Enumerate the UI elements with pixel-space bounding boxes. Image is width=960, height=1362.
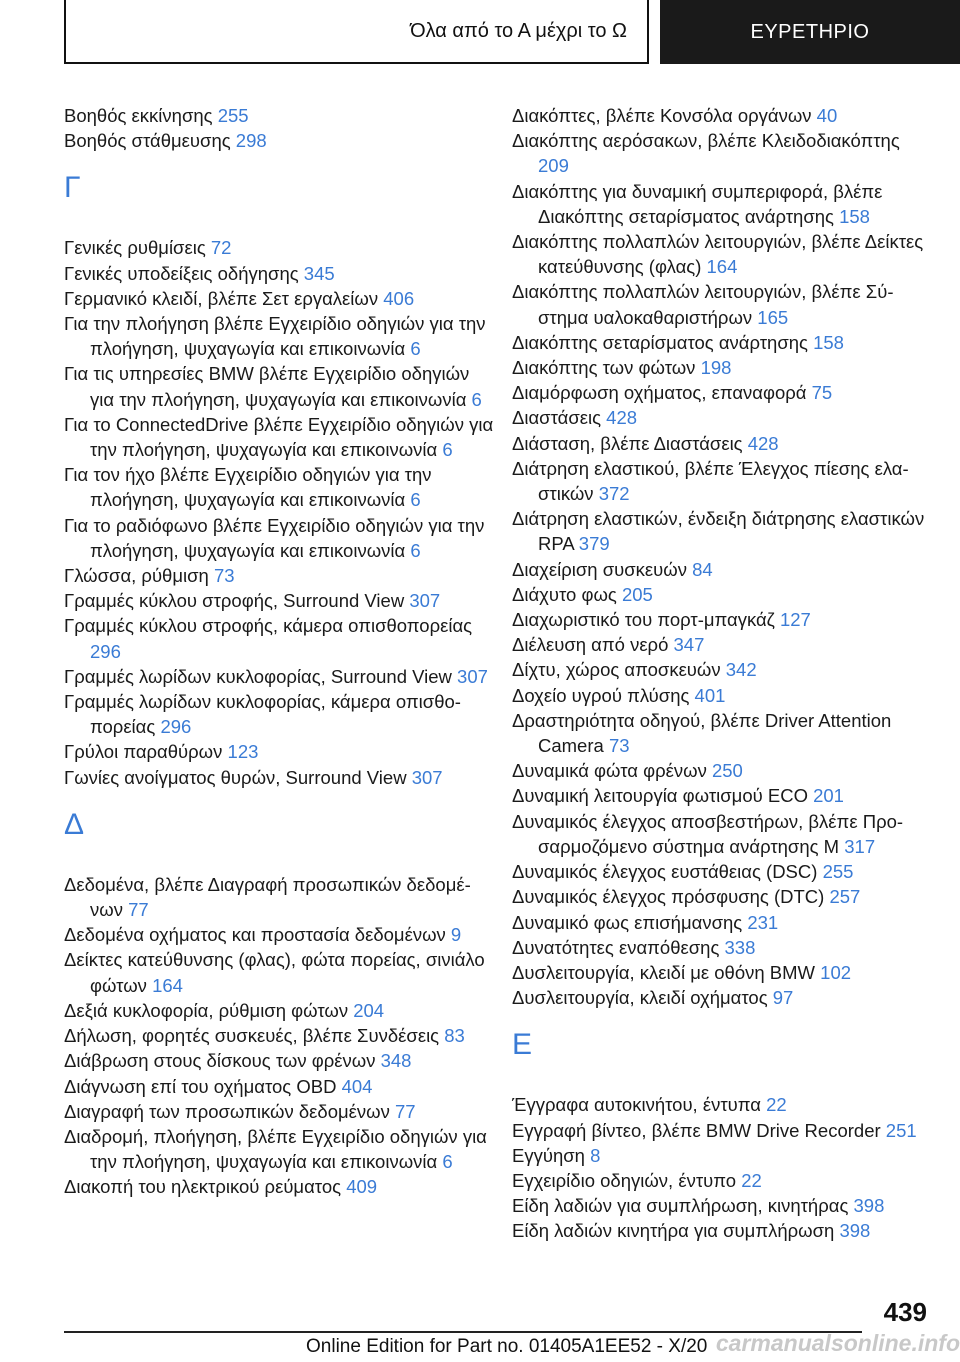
- page-link[interactable]: 250: [711, 760, 743, 782]
- page-link[interactable]: 6: [471, 388, 482, 410]
- index-entry: [64, 765, 494, 790]
- index-entry-text: Γραμμές λωρίδων κυκλοφορίας, Surround View: [64, 665, 458, 687]
- index-letter-heading: Γ: [64, 171, 81, 205]
- index-entry: [64, 128, 494, 153]
- index-entry-text: Διαμόρφωση οχήματος, επαναφορά: [512, 382, 812, 404]
- page-link[interactable]: 97: [772, 987, 794, 1009]
- index-entry: [512, 128, 932, 178]
- page-number: 439: [883, 1297, 927, 1327]
- index-entry: [512, 506, 932, 556]
- edition-footer: Online Edition for Part no. 01405A1EE52 - X/20: [306, 1336, 708, 1357]
- index-entry-text: Δείκτες κατεύθυνσης (φλας), φώτα πορείας, σινιάλο φώτων: [64, 949, 485, 996]
- index-entry-text: Διακόπτης για δυναμική συμπεριφορά, βλέπε Διακόπτης σεταρίσματος ανάρτησης: [512, 180, 883, 227]
- index-entry: [512, 910, 932, 935]
- page-link[interactable]: 255: [822, 861, 854, 883]
- page-link[interactable]: 164: [706, 256, 738, 278]
- page-link[interactable]: 6: [442, 1151, 453, 1173]
- index-entry-text: Διάσταση, βλέπε Διαστάσεις: [512, 432, 748, 454]
- page-link[interactable]: 307: [409, 590, 441, 612]
- page-link[interactable]: 158: [839, 205, 870, 227]
- index-entry-text: Δυναμική λειτουργία φωτισμού ECO: [512, 785, 814, 807]
- index-entry-text: Δοχείο υγρού πλύσης: [512, 684, 695, 706]
- index-entry-text: Διάβρωση στους δίσκους των φρένων: [64, 1050, 381, 1072]
- page-link[interactable]: 22: [741, 1169, 762, 1191]
- index-entry: [512, 809, 932, 859]
- index-entry: [64, 998, 494, 1023]
- index-entry-text: Για το ConnectedDrive βλέπε Εγχειρίδιο οδηγιών για την πλοήγηση, ψυχαγωγία και επικοινωνία: [64, 413, 494, 461]
- index-entry-text: Γενικές υποδείξεις οδήγησης: [64, 262, 304, 284]
- index-entry: [512, 783, 932, 808]
- page-link[interactable]: 8: [590, 1144, 601, 1166]
- index-entry-text: Γερμανικό κλειδί, βλέπε Σετ εργαλείων: [64, 287, 384, 309]
- index-entry-text: Είδη λαδιών κινητήρα για συμπλήρωση: [512, 1220, 840, 1242]
- index-entry: [64, 1099, 494, 1124]
- index-entry-text: Για το ραδιόφωνο βλέπε Εγχειρίδιο οδηγιών για την πλοήγηση, ψυχαγωγία και επικοινωνία: [64, 514, 485, 561]
- page-link[interactable]: 398: [839, 1220, 871, 1242]
- index-entry: [512, 405, 932, 430]
- page-link[interactable]: 165: [757, 306, 789, 328]
- index-entry-text: Δραστηριότητα οδηγού, βλέπε Driver Attention Camera: [512, 709, 892, 757]
- index-entry-text: Διαχείριση συσκευών: [512, 558, 693, 580]
- page-link[interactable]: 317: [844, 835, 876, 857]
- page-link[interactable]: 123: [227, 741, 259, 763]
- page-link[interactable]: 205: [621, 583, 653, 605]
- page-link[interactable]: 257: [829, 886, 861, 908]
- page-link[interactable]: 409: [346, 1176, 378, 1198]
- index-entry: [512, 380, 932, 405]
- index-entry: [64, 689, 494, 739]
- page-link[interactable]: 398: [853, 1195, 885, 1217]
- page-link[interactable]: 127: [779, 609, 811, 631]
- index-entry-text: Διακόπτης πολλαπλών λειτουργιών, βλέπε Δείκτες κατεύθυνσης (φλας): [512, 231, 924, 278]
- index-entry-text: Δυναμικός έλεγχος πρόσφυσης (DTC): [512, 886, 830, 908]
- index-entry-text: Βοηθός στάθμευσης: [64, 130, 236, 152]
- index-entry: [512, 103, 932, 128]
- page-link[interactable]: 73: [608, 735, 630, 757]
- index-entry: [512, 355, 932, 380]
- index-entry-text: Δεξιά κυκλοφορία, ρύθμιση φώτων: [64, 999, 354, 1021]
- page-link[interactable]: 345: [303, 262, 335, 284]
- index-entry: [64, 613, 494, 663]
- index-entry: [64, 739, 494, 764]
- page-link[interactable]: 75: [811, 382, 833, 404]
- page-link[interactable]: 6: [410, 489, 421, 511]
- index-entry-text: Βοηθός εκκίνησης: [64, 105, 218, 126]
- index-entry-text: Δεδομένα, βλέπε Διαγραφή προσωπικών δεδομένων: [64, 873, 471, 921]
- page-link[interactable]: 84: [692, 558, 713, 580]
- index-entry: [64, 261, 494, 286]
- index-entry: [64, 412, 494, 462]
- index-entry: [512, 557, 932, 582]
- index-entry-text: Εγχειρίδιο οδηγιών, έντυπο: [512, 1169, 742, 1191]
- index-entry-text: Για την πλοήγηση βλέπε Εγχειρίδιο οδηγιών για την πλοήγηση, ψυχαγωγία και επικοινωνία: [64, 313, 486, 360]
- page-link[interactable]: 40: [816, 105, 838, 126]
- index-entry-text: Διακόπτης των φώτων: [512, 357, 701, 379]
- page-link[interactable]: 77: [128, 899, 149, 921]
- index-entry-text: Γραμμές λωρίδων κυκλοφορίας, κάμερα οπισθοπορείας: [64, 691, 461, 738]
- index-entry-text: Διαδρομή, πλοήγηση, βλέπε Εγχειρίδιο οδηγιών για την πλοήγηση, ψυχαγωγία και επικοινωνία: [64, 1125, 487, 1173]
- index-entry: [64, 588, 494, 613]
- page-link[interactable]: 307: [411, 766, 443, 788]
- index-letter-heading: Δ: [64, 807, 85, 841]
- page-link[interactable]: 342: [725, 659, 757, 681]
- page-link[interactable]: 201: [813, 785, 844, 807]
- page-link[interactable]: 404: [341, 1075, 373, 1097]
- index-entry-text: Διακόπτης αερόσακων, βλέπε Κλειδοδιακόπτης: [512, 130, 900, 152]
- index-entry: [512, 330, 932, 355]
- index-entry: [64, 235, 494, 260]
- page-link[interactable]: 338: [724, 936, 756, 958]
- page-link[interactable]: 6: [410, 338, 421, 360]
- page-link[interactable]: 307: [457, 665, 488, 687]
- index-entry-text: Διέλευση από νερό: [512, 634, 674, 656]
- index-entry: [512, 179, 932, 229]
- index-entry: [64, 1074, 494, 1099]
- index-entry: [512, 985, 932, 1010]
- index-entry: [64, 1124, 494, 1174]
- index-entry: [512, 758, 932, 783]
- index-entry-text: Δυνατότητες εναπόθεσης: [512, 936, 725, 958]
- page-link[interactable]: 255: [217, 105, 249, 126]
- index-entry: [512, 607, 932, 632]
- page-link[interactable]: 102: [820, 961, 852, 983]
- index-entry: [64, 311, 494, 361]
- index-entry: [512, 582, 932, 607]
- index-entry-text: Διάτρηση ελαστικού, βλέπε Έλεγχος πίεσης ελαστικών: [512, 457, 909, 505]
- page-link[interactable]: 428: [606, 407, 638, 429]
- index-entry: [64, 462, 494, 512]
- index-column-right: [512, 103, 932, 1244]
- index-entry: [512, 1118, 932, 1143]
- index-entry: [512, 859, 932, 884]
- index-entry: [64, 664, 494, 689]
- page-link[interactable]: 9: [450, 924, 462, 946]
- page-link[interactable]: 348: [380, 1050, 412, 1072]
- index-entry-text: Διακόπτης σεταρίσματος ανάρτησης: [512, 331, 814, 353]
- index-entry-text: Γλώσσα, ρύθμιση: [64, 565, 214, 587]
- index-entry: [64, 361, 494, 411]
- index-entry-text: Διακόπτης πολλαπλών λειτουργιών, βλέπε Σύστημα υαλοκαθαριστήρων: [512, 281, 894, 328]
- index-entry-text: Εγγύηση: [512, 1144, 591, 1166]
- index-entry-text: Δυναμικό φως επισήμανσης: [512, 911, 748, 933]
- page-link[interactable]: 198: [700, 357, 732, 379]
- index-entry: [64, 286, 494, 311]
- index-entry-text: Γρύλοι παραθύρων: [64, 741, 228, 763]
- index-entry-text: Δυναμικός έλεγχος αποσβεστήρων, βλέπε Προσαρμοζόμενο σύστημα ανάρτησης M: [512, 810, 904, 857]
- page-link[interactable]: 6: [442, 439, 453, 461]
- page-link[interactable]: 406: [383, 287, 415, 309]
- index-entry-text: Δυσλειτουργία, κλειδί οχήματος: [512, 987, 773, 1009]
- watermark: carmanualsonline.info: [715, 1330, 960, 1356]
- index-entry-text: Γενικές ρυθμίσεις: [64, 237, 211, 259]
- index-entry-text: Διάχυτο φως: [512, 583, 622, 605]
- index-entry: [64, 563, 494, 588]
- index-entry: [512, 1193, 932, 1218]
- index-entry-text: Δίχτυ, χώρος αποσκευών: [512, 659, 726, 681]
- index-entry-text: Διαστάσεις: [512, 407, 607, 429]
- index-entry-text: Γωνίες ανοίγματος θυρών, Surround View: [64, 766, 412, 788]
- index-entry: [512, 708, 932, 758]
- section-title: Όλα από το Α μέχρι το Ω: [410, 19, 627, 42]
- page-link[interactable]: 401: [694, 684, 726, 706]
- index-column-left: [64, 103, 494, 1200]
- index-entry: [512, 1092, 932, 1117]
- index-entry-text: Είδη λαδιών για συμπλήρωση, κινητήρας: [512, 1195, 854, 1217]
- index-entry: [512, 1218, 932, 1243]
- index-entry: [512, 884, 932, 909]
- index-title: ΕΥΡΕΤΗΡΙΟ: [750, 20, 870, 43]
- index-entry: [512, 960, 932, 985]
- index-entry-text: Διάτρηση ελαστικών, ένδειξη διάτρησης ελαστικών RPA: [512, 508, 925, 555]
- page-link[interactable]: 296: [90, 640, 121, 662]
- index-entry-text: Διαχωριστικό του πορτ-μπαγκάζ: [512, 609, 780, 631]
- index-entry: [64, 1023, 494, 1048]
- page-link[interactable]: 298: [235, 130, 267, 152]
- index-entry: [64, 1048, 494, 1073]
- page-link[interactable]: 158: [813, 331, 844, 353]
- index-entry-text: Δήλωση, φορητές συσκευές, βλέπε Συνδέσεις: [64, 1025, 445, 1047]
- page-link[interactable]: 428: [747, 432, 779, 454]
- index-entry-text: Διακόπτες, βλέπε Κονσόλα οργάνων: [512, 105, 817, 126]
- index-entry-text: Διάγνωση επί του οχήματος OBD: [64, 1075, 342, 1097]
- page-link[interactable]: 372: [598, 483, 630, 505]
- page-link[interactable]: 77: [394, 1100, 416, 1122]
- page-link[interactable]: 379: [578, 533, 610, 555]
- index-entry: [64, 872, 494, 922]
- index-entry: [64, 922, 494, 947]
- page-link[interactable]: 72: [210, 237, 232, 259]
- index-entry-text: Για τις υπηρεσίες BMW βλέπε Εγχειρίδιο οδηγιών για την πλοήγηση, ψυχαγωγία και επικοινωνία: [64, 363, 472, 410]
- index-entry: [64, 947, 494, 997]
- index-entry: [512, 683, 932, 708]
- index-entry-text: Εγγραφή βίντεο, βλέπε BMW Drive Recorder: [512, 1119, 886, 1141]
- index-entry: [512, 632, 932, 657]
- page-link[interactable]: 164: [152, 974, 183, 996]
- index-entry-text: Έγγραφα αυτοκινήτου, έντυπα: [512, 1094, 767, 1116]
- index-letter-heading: Ε: [512, 1028, 533, 1062]
- index-entry-text: Γραμμές κύκλου στροφής, Surround View: [64, 590, 410, 612]
- index-entry: [512, 935, 932, 960]
- page-link[interactable]: 83: [444, 1025, 465, 1047]
- index-entry: [512, 229, 932, 279]
- index-entry: [512, 456, 932, 506]
- index-entry-text: Διακοπή του ηλεκτρικού ρεύματος: [64, 1176, 347, 1198]
- page-link[interactable]: 231: [747, 911, 779, 933]
- section-title-tab: [64, 0, 649, 64]
- index-entry: [64, 1174, 494, 1199]
- page-link[interactable]: 209: [538, 155, 569, 177]
- index-entry: [512, 657, 932, 682]
- index-entry-text: Δυναμικά φώτα φρένων: [512, 760, 712, 782]
- index-entry-text: Γραμμές κύκλου στροφής, κάμερα οπισθοπορείας: [64, 615, 473, 637]
- index-entry: [512, 1168, 932, 1193]
- index-entry: [64, 513, 494, 563]
- index-entry: [64, 103, 494, 128]
- page-link[interactable]: 347: [673, 634, 705, 656]
- index-entry-text: Δυναμικός έλεγχος ευστάθειας (DSC): [512, 861, 823, 883]
- page-link[interactable]: 296: [160, 716, 192, 738]
- page-link[interactable]: 251: [885, 1119, 917, 1141]
- page-link[interactable]: 73: [213, 565, 235, 587]
- index-entry-text: Δεδομένα οχήματος και προστασία δεδομένων: [64, 924, 451, 946]
- page-link[interactable]: 22: [766, 1094, 787, 1116]
- index-entry: [512, 1143, 932, 1168]
- page-link[interactable]: 204: [353, 999, 385, 1021]
- index-entry-text: Δυσλειτουργία, κλειδί με οθόνη BMW: [512, 961, 821, 983]
- index-tab: [660, 0, 960, 64]
- index-entry-text: Για τον ήχο βλέπε Εγχειρίδιο οδηγιών για την πλοήγηση, ψυχαγωγία και επικοινωνία: [64, 464, 432, 511]
- page-link[interactable]: 6: [410, 539, 421, 561]
- index-entry: [512, 279, 932, 329]
- index-entry: [512, 431, 932, 456]
- index-entry-text: Διαγραφή των προσωπικών δεδομένων: [64, 1100, 395, 1122]
